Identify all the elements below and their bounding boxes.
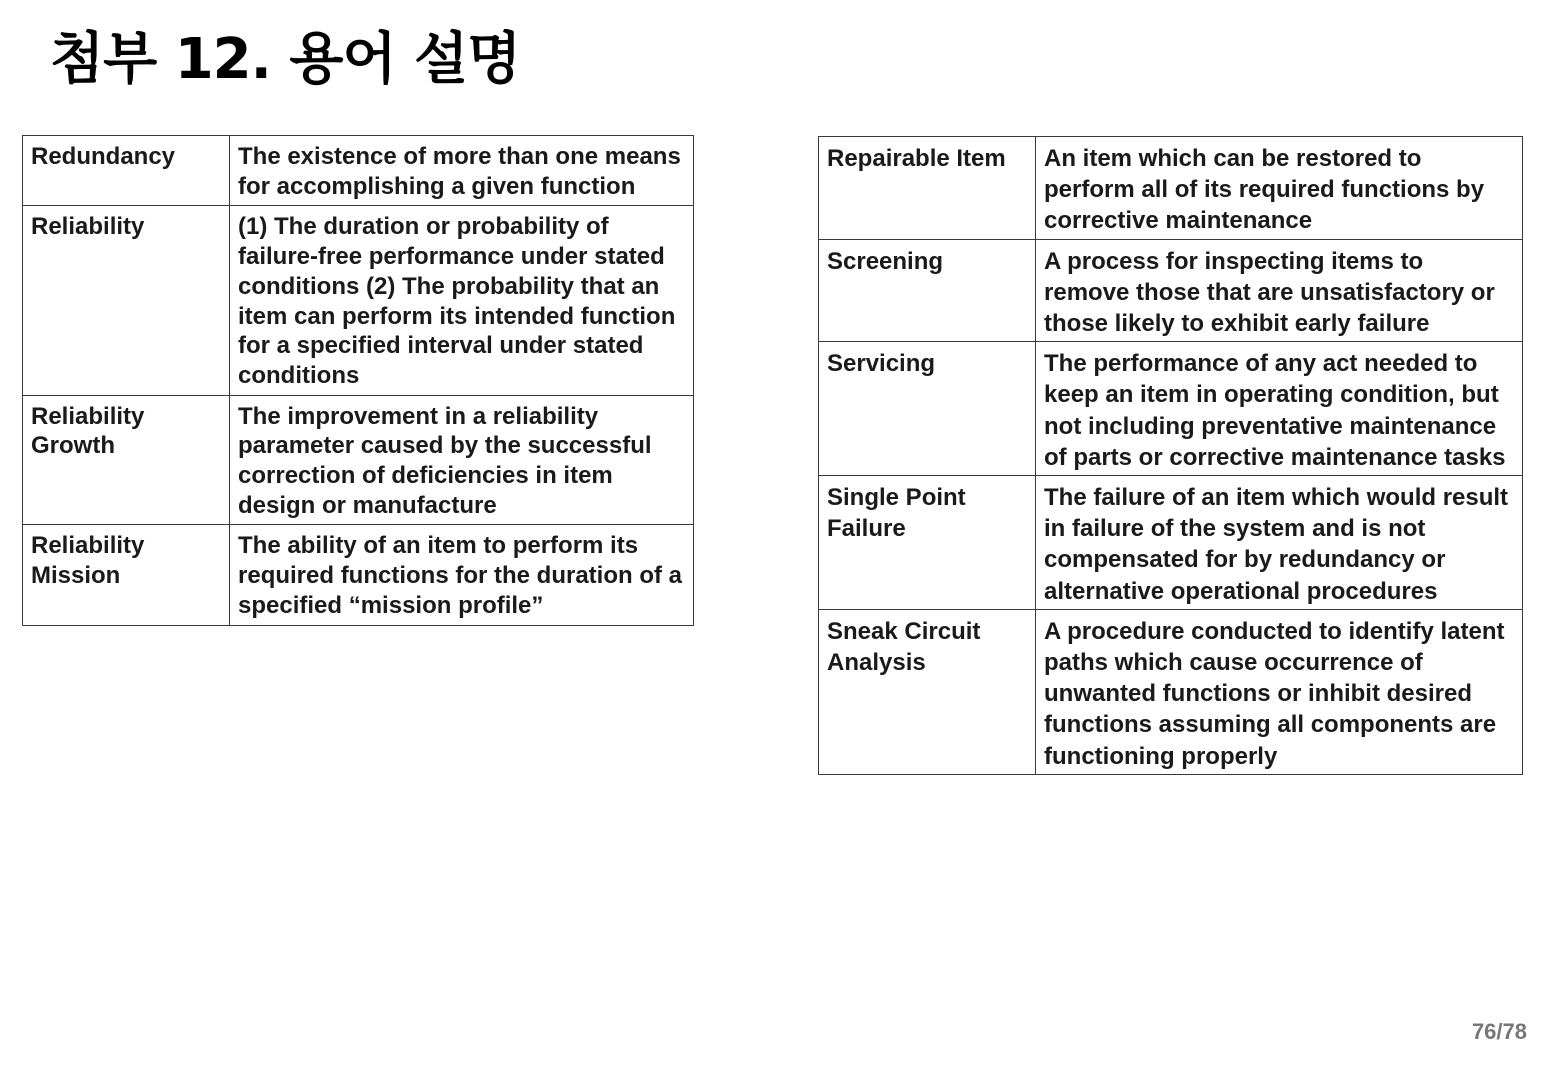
table-row — [819, 476, 1523, 610]
table-row — [819, 609, 1523, 774]
term-cell: Repairable Item — [819, 137, 1036, 240]
table-row — [819, 239, 1523, 342]
glossary-table-right — [818, 136, 1523, 775]
table-row — [23, 136, 694, 206]
definition-cell: A procedure conducted to identify latent paths which cause occurrence of unwanted functions or inhibit desired functions assuming all components are functioning properly — [1036, 609, 1523, 774]
definition-cell: The improvement in a reliability parameter caused by the successful correction of deficiencies in item design or manufacture — [230, 395, 694, 525]
table-row — [23, 395, 694, 525]
term-cell: Single Point Failure — [819, 476, 1036, 610]
table-row — [819, 342, 1523, 476]
term-cell: Reliability — [23, 206, 230, 395]
definition-cell: (1) The duration or probability of failure-free performance under stated conditions (2) The probability that an item can perform its intended function for a specified interval under stated conditions — [230, 206, 694, 395]
term-cell: Sneak Circuit Analysis — [819, 609, 1036, 774]
glossary-table-left — [22, 135, 694, 626]
table-row — [23, 206, 694, 395]
definition-cell: The failure of an item which would result in failure of the system and is not compensated for by redundancy or alternative operational procedures — [1036, 476, 1523, 610]
definition-cell: An item which can be restored to perform all of its required functions by corrective maintenance — [1036, 137, 1523, 240]
definition-cell: The performance of any act needed to keep an item in operating condition, but not including preventative maintenance of parts or corrective maintenance tasks — [1036, 342, 1523, 476]
term-cell: Reliability Mission — [23, 525, 230, 625]
term-cell: Servicing — [819, 342, 1036, 476]
term-cell: Screening — [819, 239, 1036, 342]
table-row — [23, 525, 694, 625]
term-cell: Reliability Growth — [23, 395, 230, 525]
page-title: 첨부 12. 용어 설명 — [50, 27, 521, 92]
table-row — [819, 137, 1523, 240]
definition-cell: The existence of more than one means for accomplishing a given function — [230, 136, 694, 206]
definition-cell: The ability of an item to perform its required functions for the duration of a specified “mission profile” — [230, 525, 694, 625]
page-number: 76/78 — [1471, 1019, 1527, 1044]
term-cell: Redundancy — [23, 136, 230, 206]
definition-cell: A process for inspecting items to remove those that are unsatisfactory or those likely to exhibit early failure — [1036, 239, 1523, 342]
